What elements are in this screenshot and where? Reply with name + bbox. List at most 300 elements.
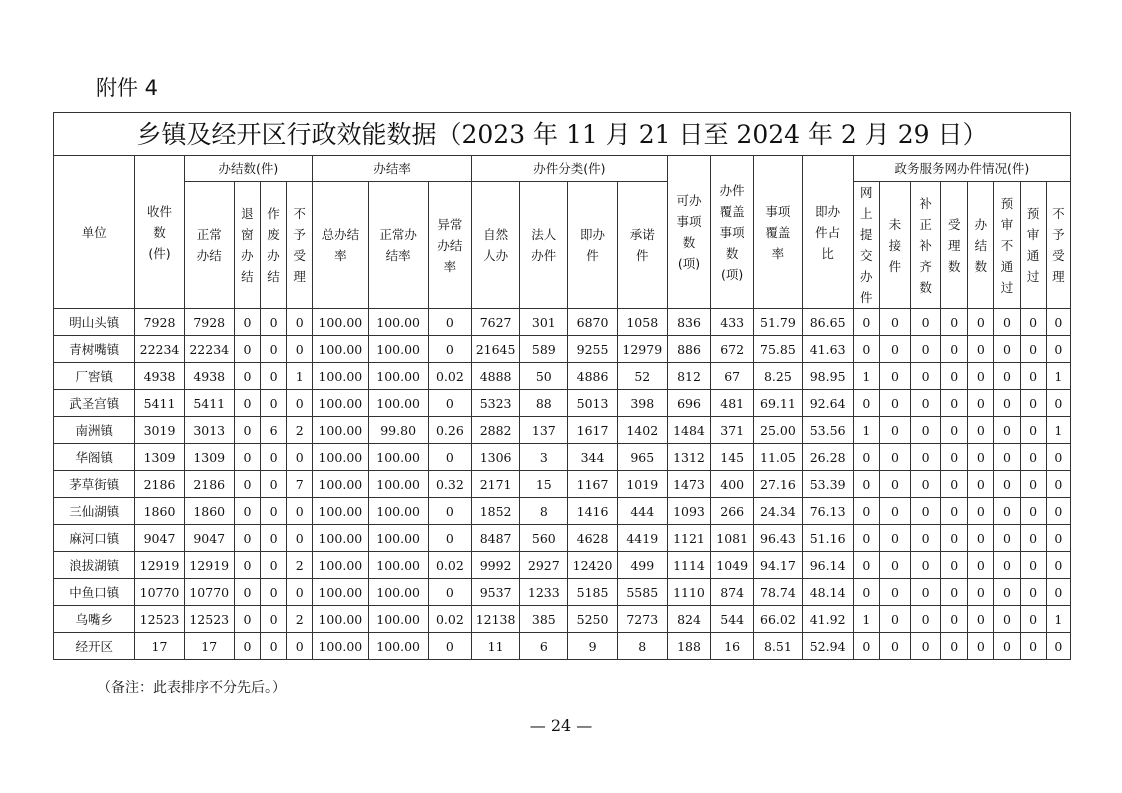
data-cell: 0	[1020, 471, 1046, 498]
data-cell: 0	[260, 390, 286, 417]
data-cell: 100.00	[313, 633, 368, 660]
header-prereview-pass: 预审通过	[1020, 182, 1046, 309]
data-cell: 0	[1020, 444, 1046, 471]
header-items-covered: 办件覆盖事项数(项)	[711, 156, 754, 309]
data-cell: 0	[879, 390, 910, 417]
data-cell: 100.00	[368, 498, 428, 525]
data-cell: 0	[911, 471, 941, 498]
data-cell: 0	[941, 309, 968, 336]
data-cell: 0	[1020, 633, 1046, 660]
data-cell: 0	[260, 525, 286, 552]
unit-cell: 中鱼口镇	[54, 579, 135, 606]
header-instant-ratio: 即办件占比	[802, 156, 853, 309]
data-cell: 0	[260, 444, 286, 471]
data-cell: 0	[234, 606, 260, 633]
data-cell: 2	[287, 417, 313, 444]
data-cell: 0	[853, 309, 879, 336]
data-cell: 301	[520, 309, 568, 336]
data-cell: 965	[617, 444, 667, 471]
data-cell: 52.94	[802, 633, 853, 660]
data-cell: 0	[260, 498, 286, 525]
data-cell: 10770	[184, 579, 234, 606]
data-cell: 0	[428, 633, 471, 660]
data-cell: 0	[260, 552, 286, 579]
data-cell: 0.02	[428, 606, 471, 633]
data-cell: 1	[1046, 606, 1070, 633]
data-cell: 0	[1020, 336, 1046, 363]
data-cell: 100.00	[368, 309, 428, 336]
data-cell: 836	[667, 309, 710, 336]
data-cell: 5185	[568, 579, 617, 606]
data-cell: 2	[287, 606, 313, 633]
data-cell: 0	[1046, 525, 1070, 552]
data-cell: 5013	[568, 390, 617, 417]
data-cell: 0	[260, 336, 286, 363]
data-cell: 0	[911, 444, 941, 471]
data-cell: 4938	[184, 363, 234, 390]
data-cell: 86.65	[802, 309, 853, 336]
data-cell: 0	[911, 363, 941, 390]
data-cell: 3019	[135, 417, 184, 444]
data-cell: 0	[1020, 417, 1046, 444]
table-row	[54, 498, 1071, 525]
data-cell: 0	[968, 498, 994, 525]
table-row	[54, 471, 1071, 498]
data-cell: 0	[879, 444, 910, 471]
data-cell: 0	[941, 633, 968, 660]
data-cell: 0	[941, 336, 968, 363]
data-cell: 6	[520, 633, 568, 660]
data-cell: 0	[941, 525, 968, 552]
data-cell: 26.28	[802, 444, 853, 471]
data-cell: 0	[994, 444, 1020, 471]
data-cell: 4886	[568, 363, 617, 390]
data-cell: 41.92	[802, 606, 853, 633]
data-cell: 0	[968, 525, 994, 552]
data-cell: 1	[287, 363, 313, 390]
data-cell: 0	[994, 552, 1020, 579]
data-cell: 0	[260, 633, 286, 660]
data-cell: 100.00	[368, 471, 428, 498]
data-cell: 9	[568, 633, 617, 660]
data-cell: 100.00	[313, 498, 368, 525]
data-cell: 100.00	[368, 579, 428, 606]
data-cell: 67	[711, 363, 754, 390]
data-cell: 886	[667, 336, 710, 363]
data-cell: 100.00	[368, 363, 428, 390]
table-body	[54, 309, 1071, 660]
data-cell: 385	[520, 606, 568, 633]
data-cell: 7273	[617, 606, 667, 633]
data-cell: 0	[234, 444, 260, 471]
data-cell: 5411	[184, 390, 234, 417]
data-cell: 0	[941, 444, 968, 471]
data-cell: 560	[520, 525, 568, 552]
data-cell: 0	[1020, 552, 1046, 579]
header-instant: 即办件	[568, 182, 617, 309]
table-row	[54, 525, 1071, 552]
unit-cell: 茅草街镇	[54, 471, 135, 498]
header-voided: 作废办结	[260, 182, 286, 309]
data-cell: 0	[853, 471, 879, 498]
data-cell: 0	[941, 417, 968, 444]
data-cell: 88	[520, 390, 568, 417]
data-cell: 21645	[471, 336, 519, 363]
data-cell: 1309	[135, 444, 184, 471]
data-cell: 100.00	[313, 525, 368, 552]
data-cell: 0	[234, 417, 260, 444]
data-cell: 0	[428, 390, 471, 417]
data-cell: 0	[911, 390, 941, 417]
data-cell: 0	[879, 606, 910, 633]
data-cell: 145	[711, 444, 754, 471]
data-cell: 0	[1046, 471, 1070, 498]
data-cell: 0	[1046, 633, 1070, 660]
data-cell: 1233	[520, 579, 568, 606]
data-cell: 0	[994, 363, 1020, 390]
data-cell: 8.51	[754, 633, 802, 660]
data-cell: 0	[941, 552, 968, 579]
data-cell: 0	[911, 579, 941, 606]
data-cell: 481	[711, 390, 754, 417]
unit-cell: 南洲镇	[54, 417, 135, 444]
data-cell: 1081	[711, 525, 754, 552]
data-cell: 1309	[184, 444, 234, 471]
data-cell: 544	[711, 606, 754, 633]
data-cell: 7928	[135, 309, 184, 336]
data-cell: 8.25	[754, 363, 802, 390]
data-cell: 75.85	[754, 336, 802, 363]
data-cell: 0	[941, 498, 968, 525]
table-row	[54, 444, 1071, 471]
data-cell: 1860	[184, 498, 234, 525]
data-cell: 0	[941, 471, 968, 498]
data-cell: 100.00	[368, 525, 428, 552]
data-cell: 0	[287, 633, 313, 660]
data-cell: 12138	[471, 606, 519, 633]
header-done-normal: 正常办结	[184, 182, 234, 309]
data-cell: 0	[234, 471, 260, 498]
data-cell: 76.13	[802, 498, 853, 525]
data-cell: 12523	[135, 606, 184, 633]
header-rate-abnormal: 异常办结率	[428, 182, 471, 309]
data-cell: 0	[234, 552, 260, 579]
data-cell: 0	[287, 336, 313, 363]
data-cell: 0.02	[428, 552, 471, 579]
data-cell: 53.39	[802, 471, 853, 498]
data-cell: 1312	[667, 444, 710, 471]
data-cell: 51.79	[754, 309, 802, 336]
data-cell: 100.00	[368, 606, 428, 633]
header-items-available: 可办事项数(项)	[667, 156, 710, 309]
data-cell: 2171	[471, 471, 519, 498]
data-cell: 4938	[135, 363, 184, 390]
table-row	[54, 390, 1071, 417]
data-cell: 17	[135, 633, 184, 660]
data-cell: 0	[879, 498, 910, 525]
header-completed: 办结数	[968, 182, 994, 309]
data-cell: 0	[994, 390, 1020, 417]
data-cell: 2	[287, 552, 313, 579]
table-row	[54, 336, 1071, 363]
data-cell: 100.00	[368, 390, 428, 417]
data-cell: 0	[1020, 309, 1046, 336]
data-cell: 398	[617, 390, 667, 417]
data-cell: 0	[994, 633, 1020, 660]
data-cell: 0	[968, 336, 994, 363]
data-cell: 0	[1046, 444, 1070, 471]
data-cell: 100.00	[368, 336, 428, 363]
data-cell: 0	[968, 390, 994, 417]
data-cell: 0	[260, 309, 286, 336]
data-cell: 1617	[568, 417, 617, 444]
data-cell: 0	[260, 363, 286, 390]
data-cell: 0	[853, 498, 879, 525]
data-cell: 266	[711, 498, 754, 525]
data-cell: 0	[853, 336, 879, 363]
data-cell: 0	[287, 444, 313, 471]
data-cell: 1	[853, 417, 879, 444]
data-cell: 53.56	[802, 417, 853, 444]
data-cell: 344	[568, 444, 617, 471]
data-cell: 78.74	[754, 579, 802, 606]
data-cell: 96.14	[802, 552, 853, 579]
data-cell: 12420	[568, 552, 617, 579]
data-cell: 0	[879, 579, 910, 606]
data-cell: 2882	[471, 417, 519, 444]
data-cell: 0	[994, 498, 1020, 525]
table-row	[54, 579, 1071, 606]
header-supplement: 补正补齐数	[911, 182, 941, 309]
table-row	[54, 552, 1071, 579]
attachment-label: 附件 4	[96, 76, 159, 100]
data-cell: 5323	[471, 390, 519, 417]
data-cell: 27.16	[754, 471, 802, 498]
data-cell: 8	[617, 633, 667, 660]
data-cell: 0	[1020, 579, 1046, 606]
data-cell: 0	[1020, 390, 1046, 417]
data-cell: 0	[1020, 363, 1046, 390]
data-cell: 0	[234, 633, 260, 660]
data-cell: 0	[968, 471, 994, 498]
data-cell: 100.00	[313, 444, 368, 471]
data-cell: 51.16	[802, 525, 853, 552]
data-cell: 9255	[568, 336, 617, 363]
data-cell: 1	[853, 363, 879, 390]
data-cell: 0	[1020, 606, 1046, 633]
data-cell: 0	[1020, 525, 1046, 552]
data-cell: 0	[941, 579, 968, 606]
data-cell: 1	[1046, 417, 1070, 444]
header-unit: 单位	[54, 156, 135, 309]
data-cell: 0	[287, 309, 313, 336]
data-cell: 99.80	[368, 417, 428, 444]
data-cell: 25.00	[754, 417, 802, 444]
header-accepted: 受理数	[941, 182, 968, 309]
header-done-group: 办结数(件)	[184, 156, 313, 182]
data-cell: 9992	[471, 552, 519, 579]
data-cell: 66.02	[754, 606, 802, 633]
data-cell: 100.00	[313, 579, 368, 606]
data-cell: 1093	[667, 498, 710, 525]
data-cell: 1019	[617, 471, 667, 498]
data-cell: 50	[520, 363, 568, 390]
data-cell: 0	[234, 525, 260, 552]
header-legal: 法人办件	[520, 182, 568, 309]
data-cell: 69.11	[754, 390, 802, 417]
header-not-received: 未接件	[879, 182, 910, 309]
data-cell: 100.00	[313, 363, 368, 390]
data-cell: 0	[853, 633, 879, 660]
data-cell: 0	[911, 309, 941, 336]
data-cell: 0	[994, 471, 1020, 498]
data-cell: 5411	[135, 390, 184, 417]
data-cell: 0	[234, 390, 260, 417]
data-cell: 9047	[184, 525, 234, 552]
data-cell: 0	[941, 390, 968, 417]
data-cell: 22234	[135, 336, 184, 363]
data-cell: 100.00	[313, 471, 368, 498]
data-cell: 3	[520, 444, 568, 471]
data-cell: 1402	[617, 417, 667, 444]
data-cell: 0	[234, 336, 260, 363]
data-cell: 94.17	[754, 552, 802, 579]
header-rejected: 不予受理	[287, 182, 313, 309]
data-cell: 1860	[135, 498, 184, 525]
data-cell: 0	[968, 444, 994, 471]
data-cell: 0	[911, 498, 941, 525]
data-cell: 0	[911, 606, 941, 633]
data-cell: 8487	[471, 525, 519, 552]
data-cell: 4888	[471, 363, 519, 390]
data-cell: 0	[260, 471, 286, 498]
data-cell: 0	[911, 525, 941, 552]
data-cell: 100.00	[313, 336, 368, 363]
data-cell: 0	[879, 417, 910, 444]
data-cell: 6870	[568, 309, 617, 336]
data-cell: 0	[1046, 309, 1070, 336]
data-cell: 589	[520, 336, 568, 363]
data-cell: 0	[968, 579, 994, 606]
data-cell: 0	[853, 579, 879, 606]
header-not-accepted: 不予受理	[1046, 182, 1070, 309]
data-cell: 0	[911, 552, 941, 579]
data-cell: 100.00	[368, 552, 428, 579]
data-cell: 1049	[711, 552, 754, 579]
data-cell: 0	[941, 606, 968, 633]
data-cell: 0	[234, 363, 260, 390]
data-cell: 1484	[667, 417, 710, 444]
data-cell: 6	[260, 417, 286, 444]
table-row	[54, 606, 1071, 633]
data-cell: 433	[711, 309, 754, 336]
table-note: （备注：此表排序不分先后。）	[97, 680, 286, 696]
data-cell: 0.32	[428, 471, 471, 498]
data-cell: 1114	[667, 552, 710, 579]
data-cell: 0	[428, 579, 471, 606]
data-cell: 16	[711, 633, 754, 660]
data-cell: 4419	[617, 525, 667, 552]
data-cell: 2927	[520, 552, 568, 579]
data-cell: 0.02	[428, 363, 471, 390]
data-cell: 0	[994, 579, 1020, 606]
data-cell: 17	[184, 633, 234, 660]
header-withdrawn: 退窗办结	[234, 182, 260, 309]
data-cell: 0	[260, 579, 286, 606]
data-cell: 1110	[667, 579, 710, 606]
unit-cell: 武圣宫镇	[54, 390, 135, 417]
data-cell: 1852	[471, 498, 519, 525]
unit-cell: 华阁镇	[54, 444, 135, 471]
data-cell: 100.00	[313, 309, 368, 336]
data-cell: 3013	[184, 417, 234, 444]
data-cell: 7928	[184, 309, 234, 336]
data-cell: 0	[879, 471, 910, 498]
data-cell: 100.00	[368, 633, 428, 660]
data-cell: 0	[994, 309, 1020, 336]
data-cell: 12523	[184, 606, 234, 633]
data-cell: 52	[617, 363, 667, 390]
data-cell: 0	[911, 633, 941, 660]
data-cell: 7627	[471, 309, 519, 336]
data-cell: 188	[667, 633, 710, 660]
data-cell: 2186	[135, 471, 184, 498]
data-cell: 0	[428, 336, 471, 363]
data-cell: 0	[994, 525, 1020, 552]
header-rate-total: 总办结率	[313, 182, 368, 309]
data-cell: 48.14	[802, 579, 853, 606]
header-rate-normal: 正常办结率	[368, 182, 428, 309]
data-cell: 0	[879, 309, 910, 336]
data-cell: 0	[911, 417, 941, 444]
data-cell: 96.43	[754, 525, 802, 552]
header-online-submitted: 网上提交办件	[853, 182, 879, 309]
data-cell: 0	[853, 525, 879, 552]
data-cell: 1416	[568, 498, 617, 525]
data-cell: 0	[234, 498, 260, 525]
data-cell: 0	[428, 444, 471, 471]
data-cell: 22234	[184, 336, 234, 363]
data-cell: 9047	[135, 525, 184, 552]
data-cell: 400	[711, 471, 754, 498]
data-cell: 11.05	[754, 444, 802, 471]
data-cell: 824	[667, 606, 710, 633]
header-received: 收件数(件)	[135, 156, 184, 309]
data-cell: 0	[968, 363, 994, 390]
data-cell: 0	[968, 633, 994, 660]
unit-cell: 厂窖镇	[54, 363, 135, 390]
unit-cell: 乌嘴乡	[54, 606, 135, 633]
data-cell: 11	[471, 633, 519, 660]
data-cell: 100.00	[368, 444, 428, 471]
data-cell: 0	[1046, 336, 1070, 363]
data-cell: 0	[968, 309, 994, 336]
data-cell: 0	[1020, 498, 1046, 525]
data-cell: 1167	[568, 471, 617, 498]
data-cell: 0	[1046, 390, 1070, 417]
data-cell: 0	[428, 525, 471, 552]
data-cell: 0	[941, 363, 968, 390]
data-cell: 1058	[617, 309, 667, 336]
data-cell: 4628	[568, 525, 617, 552]
data-cell: 100.00	[313, 417, 368, 444]
data-cell: 1306	[471, 444, 519, 471]
data-cell: 12979	[617, 336, 667, 363]
data-cell: 371	[711, 417, 754, 444]
data-cell: 0	[428, 498, 471, 525]
data-cell: 0	[1046, 498, 1070, 525]
data-cell: 0	[879, 363, 910, 390]
